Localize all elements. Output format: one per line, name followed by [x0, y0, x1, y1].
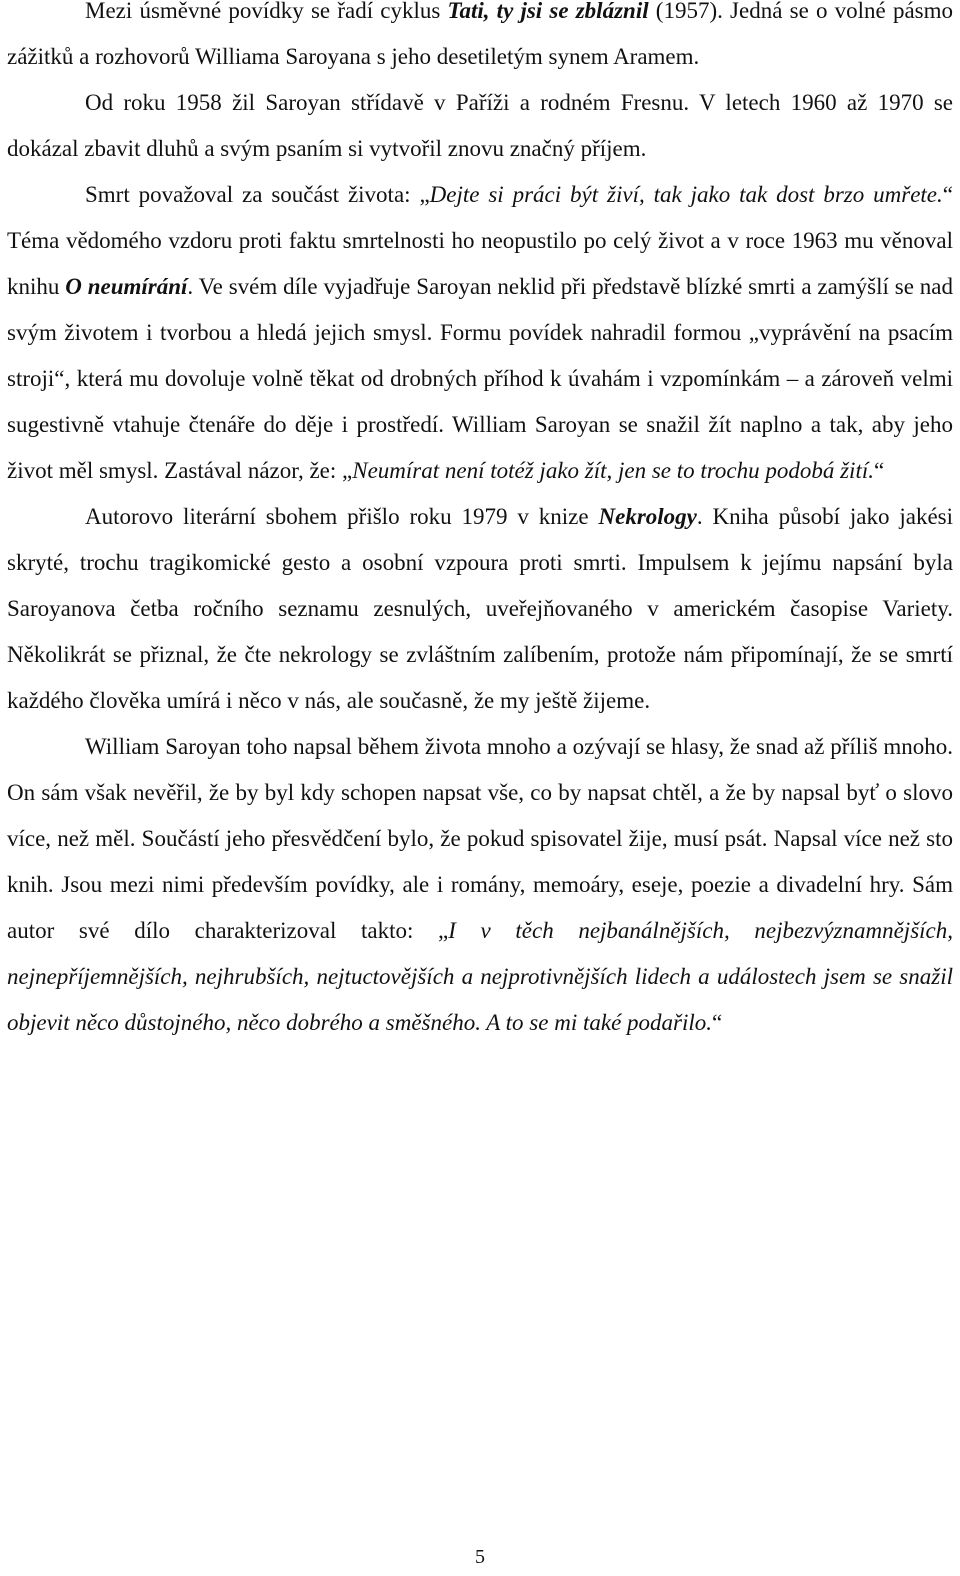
paragraph-tati-ty-jsi-se-zblaznil: [7, 0, 953, 80]
paragraph-works: [7, 724, 953, 1046]
text-segment: Smrt považoval za součást života: „: [85, 182, 430, 207]
text-segment: Od roku 1958 žil Saroyan střídavě v Paříži a rodném Fresnu. V letech 1960 až 1970 se dokázal zbavit dluhů a svým psaním si vytvořil znovu značný příjem.: [7, 90, 953, 161]
text-segment: “: [712, 1010, 723, 1035]
page-number: 5: [475, 1546, 485, 1568]
text-segment: . Ve svém díle vyjadřuje Saroyan neklid při představě blízké smrti a zamýšlí se nad svým životem i tvorbou a hledá jejich smysl. Formu povídek nahradil formou „vyprávění na psacím stroji“, která mu dovoluje volně těkat od drobných příhod k úvahám i vzpomínkám – a zároveň velmi sugestivně vtahuje čtenáře do děje i prostředí. William Saroyan se snažil žít naplno a tak, aby jeho život měl smysl. Zastával názor, že: „: [7, 274, 953, 483]
book-title: Nekrology: [598, 504, 697, 529]
paragraph-death-and-life: [7, 172, 953, 494]
text-segment: William Saroyan toho napsal během života mnoho a ozývají se hlasy, že snad až příliš mnoho. On sám však nevěřil, že by byl kdy schopen napsat vše, co by napsat chtěl, a že by napsal byť o slovo více, než měl. Součástí jeho přesvědčení bylo, že pokud spisovatel žije, musí psát. Napsal více než sto knih. Jsou mezi nimi především povídky, ale i romány, memoáry, eseje, poezie a divadelní hry. Sám autor své dílo charakterizoval takto: „: [7, 734, 953, 943]
book-title: O neumírání: [65, 274, 188, 299]
text-segment: “: [873, 458, 885, 483]
text-segment: “ Téma vědomého vzdoru proti faktu smrtelnosti ho neopustilo po celý život a v roce 1963 mu věnoval knihu: [7, 182, 953, 299]
text-segment: . Kniha působí jako jakési skryté, trochu tragikomické gesto a osobní vzpoura proti smrti. Impulsem k jejímu napsání byla Saroyanova četba ročního seznamu zesnulých, uveřejňovaného v americkém časopise Variety. Několikrát se přiznal, že čte nekrology se zvláštním zalíbením, protože nám připomínají, že se smrtí každého člověka umírá i něco v nás, ale současně, že my ještě žijeme.: [7, 504, 953, 713]
text-segment: (1957). Jedná se o volné pásmo zážitků a rozhovorů Williama Saroyana s jeho desetiletým synem Aramem.: [7, 0, 953, 69]
text-segment: Mezi úsměvné povídky se řadí cyklus: [85, 0, 448, 23]
paragraph-paris-fresno: [7, 80, 953, 172]
quote: Neumírat není totéž jako žít, jen se to trochu podobá žití.: [352, 458, 874, 483]
document-page: [7, 0, 953, 1046]
book-title: Tati, ty jsi se zbláznil: [447, 0, 649, 23]
paragraph-nekrology: [7, 494, 953, 724]
text-segment: Autorovo literární sbohem přišlo roku 1979 v knize: [85, 504, 599, 529]
quote: I v těch nejbanálnějších, nejbezvýznamnějších, nejnepříjemnějších, nejhrubších, nejtuctovějších a nejprotivnějších lidech a událostech jsem se snažil objevit něco důstojného, něco dobrého a směšného. A to se mi také podařilo.: [7, 918, 953, 1035]
quote: Dejte si práci být živí, tak jako tak dost brzo umřete.: [429, 182, 943, 207]
